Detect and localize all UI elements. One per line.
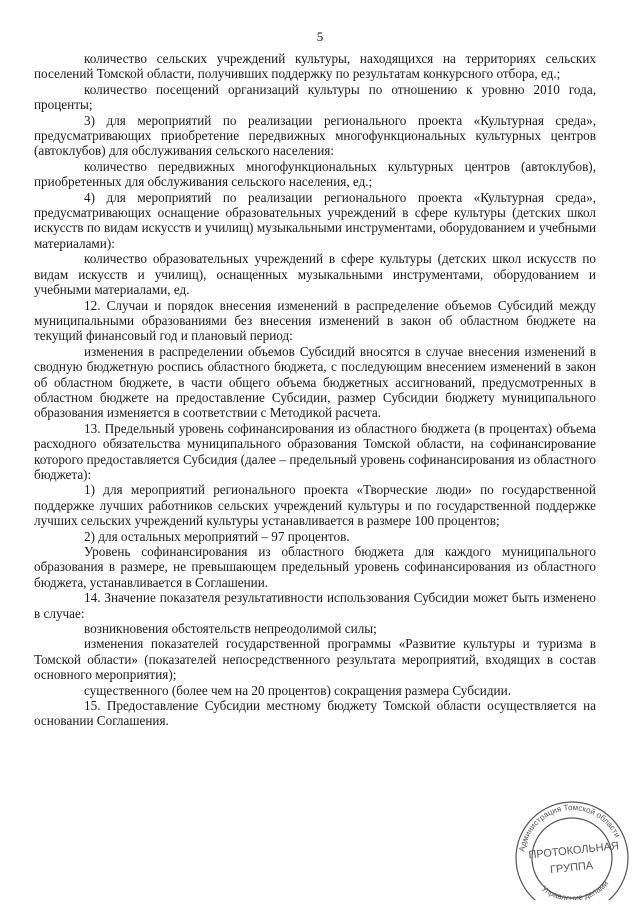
- paragraph: Уровень софинансирования из областного бюджета для каждого муниципального образования в размере, не превышающем предельный уровень софинансирования из областного бюджета, устанавливается в Соглашении.: [34, 544, 596, 590]
- svg-text:Управление делами: [540, 879, 610, 900]
- stamp-ring-text: Администрация Томской области: [517, 802, 622, 853]
- paragraph: количество образовательных учреждений в сфере культуры (детских школ искусств по видам искусств и училищ), оснащенных музыкальными инструментами, оборудованием и учебными материалами, ед.: [34, 251, 596, 298]
- paragraph: количество сельских учреждений культуры, находящихся на территориях сельских поселений Томской области, получивших поддержку по результатам конкурсного отбора, ед.;: [34, 51, 596, 82]
- paragraph: 14. Значение показателя результативности использования Субсидии может быть изменено в случае:: [34, 590, 596, 621]
- page-number: 5: [316, 29, 324, 44]
- paragraph: 15. Предоставление Субсидии местному бюджету Томской области осуществляется на основании Соглашения.: [34, 698, 596, 729]
- document-body: [34, 51, 596, 729]
- paragraph: возникновения обстоятельств непреодолимой силы;: [84, 621, 377, 637]
- paragraph: 13. Предельный уровень софинансирования из областного бюджета (в процентах) объема расходного обязательства муниципального образования Томской области, на софинансирование которого предоставляется Субсидия (далее – предельный уровень софинансирования из областного бюджета):: [34, 420, 596, 482]
- paragraph: 1) для мероприятий регионального проекта «Творческие люди» по государственной поддержке лучших работников сельских учреждений культуры и по государственной поддержке лучших сельских учреждений культуры устанавливается в размере 100 процентов;: [34, 482, 596, 529]
- paragraph: существенного (более чем на 20 процентов) сокращения размера Субсидии.: [84, 682, 511, 698]
- paragraph: 3) для мероприятий по реализации регионального проекта «Культурная среда», предусматривающих приобретение передвижных многофункциональных культурных центров (автоклубов) для обслуживания сельского населения:: [34, 112, 596, 159]
- stamp-center-line2: ГРУППА: [549, 859, 594, 877]
- stamp-center-line1: ПРОТОКОЛЬНАЯ: [527, 840, 620, 862]
- official-stamp: [512, 796, 632, 900]
- paragraph: количество посещений организаций культуры по отношению к уровню 2010 года, проценты;: [34, 81, 596, 113]
- stamp-bottom-text: Управление делами: [539, 878, 611, 900]
- paragraph: изменения в распределении объемов Субсидий вносятся в случае внесения изменений в сводную бюджетную роспись областного бюджета, с последующим внесением изменений в закон об областном бюджете, в части общего объема бюджетных ассигнований, предусмотренных в областном бюджете на предоставление Субсидии, размер Субсидии бюджету муниципального образования изменяется в соответствии с Методикой расчета.: [34, 343, 596, 421]
- paragraph: изменения показателей государственной программы «Развитие культуры и туризма в Томской области» (показателей непосредственного результата мероприятий, входящих в состав основного мероприятия);: [34, 636, 596, 683]
- paragraph: 4) для мероприятий по реализации регионального проекта «Культурная среда», предусматривающих оснащение образовательных учреждений в сфере культуры (детских школ искусств по видам искусств и училищ) музыкальными инструментами, оборудованием и учебными материалами):: [34, 189, 596, 251]
- paragraph: количество передвижных многофункциональных культурных центров (автоклубов), приобретенных для обслуживания сельского населения, ед.;: [34, 158, 596, 190]
- paragraph: 12. Случаи и порядок внесения изменений в распределение объемов Субсидий между муниципальными образованиями без внесения изменений в закон об областном бюджете на текущий финансовый год и плановый период:: [34, 297, 596, 344]
- stamp-icon: [512, 796, 632, 900]
- paragraph: 2) для остальных мероприятий – 97 процентов.: [84, 528, 350, 544]
